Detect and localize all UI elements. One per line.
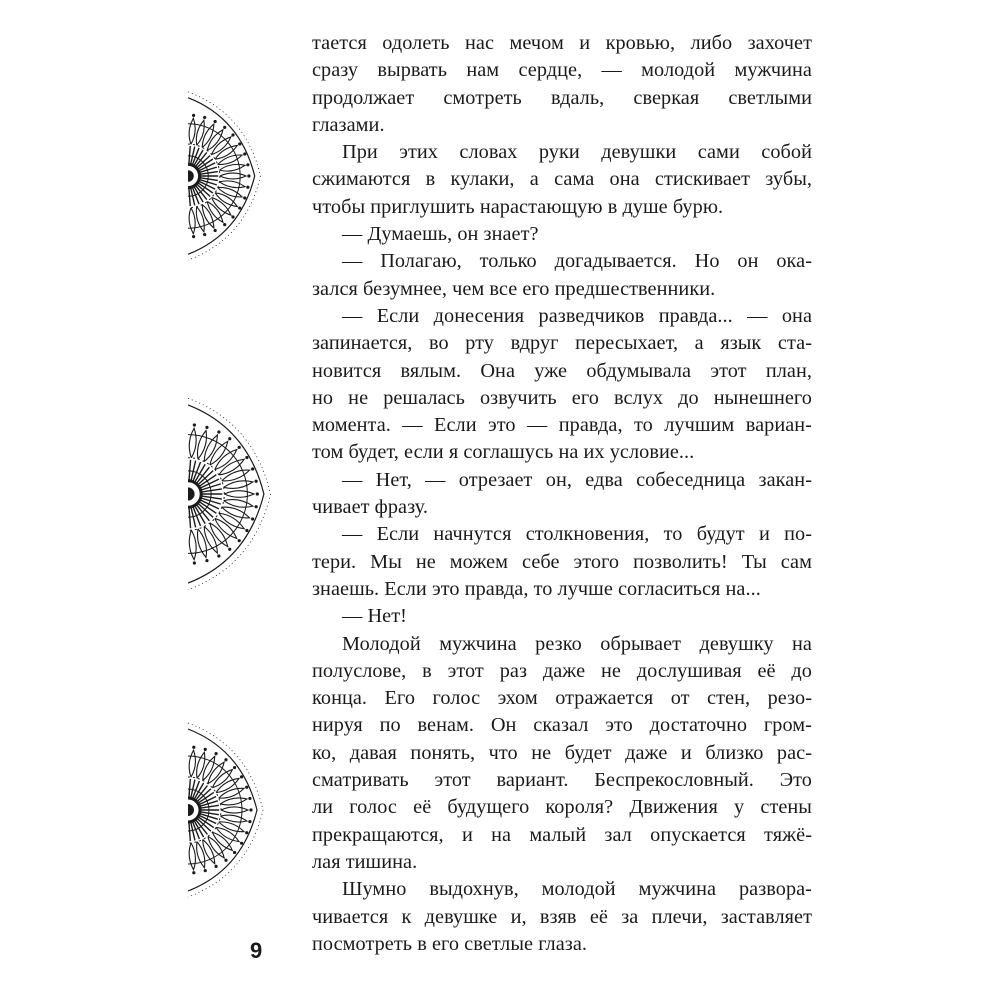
petal-stroke (215, 145, 237, 159)
ornament-dot (249, 808, 252, 811)
ornament-dot (245, 786, 248, 789)
ornament-dot (204, 869, 207, 872)
text-line: чивает фразу. (312, 496, 428, 519)
petal-stroke (215, 193, 237, 207)
petal-stroke (220, 173, 246, 179)
petal-stroke (189, 530, 196, 560)
page-text (312, 30, 812, 958)
ornament-dot (205, 559, 208, 562)
ornament-dot (240, 842, 243, 845)
text-line: — Полагаю, только догадывается. Но он ока- (342, 250, 812, 273)
ornament-dot (243, 196, 246, 199)
text-line: новится вялым. Она уже обдумывала этот план, (312, 359, 812, 382)
text-line: ли голос её будущего короля? Движения у стены (312, 796, 812, 819)
ornament-dot (245, 456, 248, 459)
ornament-dot (228, 548, 231, 551)
ornament-dot (255, 480, 258, 483)
ornament-dot (238, 539, 241, 542)
ray-stroke (189, 507, 191, 528)
petal-stroke (216, 827, 239, 841)
mandala-bottom-svg (186, 660, 286, 960)
ornament-dot (251, 467, 254, 470)
text-line: — Думаешь, он знает? (342, 223, 539, 246)
text-line: Молодой мужчина резко обрывает девушку на (342, 632, 812, 655)
ornament-dot (214, 120, 217, 123)
ornament-dot (243, 152, 246, 155)
text-line: тается одолеть нас мечом и кровью, либо захочет (312, 32, 812, 54)
ornament-dot (251, 517, 254, 520)
ornament-dot (224, 859, 227, 862)
mandala-middle-svg (186, 324, 286, 664)
ornament-dot (205, 426, 208, 429)
ornament-dot (224, 758, 227, 761)
text-line: момента. — Если это — правда, то лучшим вариан- (312, 414, 812, 437)
text-line: прекращаются, и на малый зал опускается тяжё- (312, 823, 812, 846)
text-line: том будет, если я соглашусь на их условие... (312, 441, 695, 464)
outline-stroke (188, 405, 264, 583)
text-line: нируя по венам. Он сказал это достаточно гром- (312, 714, 812, 737)
ornament-dot (204, 748, 207, 751)
ornament-dot (248, 820, 251, 823)
ornament-strip (186, 36, 286, 956)
ornament-dot (217, 554, 220, 557)
petal-stroke (220, 798, 247, 805)
petal-stroke (189, 750, 195, 777)
petal-stroke (189, 208, 195, 234)
petal-stroke (224, 491, 254, 498)
ornament-dot (246, 163, 249, 166)
mandala-icon (186, 324, 286, 664)
text-line: зался безумнее, чем все его предшественники. (312, 277, 716, 300)
text-line: глазами. (312, 113, 385, 136)
ornament-dot (248, 797, 251, 800)
ray-stroke (189, 779, 190, 798)
ornament-dot (240, 775, 243, 778)
mandala-top-svg (186, 36, 286, 296)
ornament-dot (245, 831, 248, 834)
text-line: посмотреть в его светлые глаза. (312, 932, 587, 955)
ornament-dot (203, 233, 206, 236)
text-line: чтобы приглушить нарастающую в душе бурю. (312, 195, 724, 218)
ornament-dot (255, 505, 258, 508)
text-line: тери. Мы не можем себе этого позволить! Ты сам (312, 550, 812, 573)
text-line: Шумно выдохнув, молодой мужчина развора- (342, 878, 812, 901)
petal-stroke (189, 118, 195, 144)
core-fill (188, 487, 195, 500)
text-line: знаешь. Если это правда, то лучше согласиться на... (312, 577, 761, 600)
text-line: сжимаются в кулаки, а сама она стискивает зубы, (312, 168, 812, 191)
page-number: 9 (250, 938, 263, 963)
petal-stroke (224, 500, 253, 508)
petal-stroke (189, 428, 196, 458)
petal-stroke (224, 481, 253, 489)
petal-stroke (189, 843, 195, 870)
text-line: но не решалась озвучить его вслух до нынешнего (312, 386, 812, 409)
core-fill (188, 804, 194, 816)
text-line: — Если донесения разведчиков правда... — она (342, 304, 812, 327)
ornament-dot (233, 851, 236, 854)
ray-stroke (189, 146, 190, 165)
ornament-dot (203, 116, 206, 119)
ornament-dot (238, 206, 241, 209)
ornament-dot (245, 529, 248, 532)
petal-stroke (219, 513, 244, 529)
ornament-dot (217, 430, 220, 433)
text-line: сразу вырвать нам сердце, — молодой мужчина (312, 59, 812, 82)
ornament-dot (231, 215, 234, 218)
text-line: — Если начнутся столкновения, то будут и по- (342, 523, 812, 546)
ornament-dot (214, 752, 217, 755)
mandala-icon (186, 660, 286, 960)
petal-stroke (219, 459, 244, 475)
ornament-dot (256, 492, 259, 495)
ornament-dot (233, 766, 236, 769)
text-line: запинается, во рту вдруг пересыхает, а язык ста- (312, 332, 812, 355)
ornament-dot (214, 229, 217, 232)
petal-stroke (219, 181, 245, 188)
ornament-dot (214, 865, 217, 868)
text-line: сматривать этот вариант. Беспрекословный. Это (312, 769, 812, 792)
ornament-dot (193, 423, 196, 426)
petal-stroke (221, 807, 248, 813)
text-line: полуслове, в этот раз даже не дослушивая её до (312, 659, 812, 682)
ornament-dot (231, 133, 234, 136)
ornament-dot (238, 142, 241, 145)
text-line: При этих словах руки девушки сами собой (342, 141, 812, 164)
ornament-dot (193, 561, 196, 564)
ray-stroke (189, 822, 190, 841)
ornament-dot (223, 223, 226, 226)
text-line: чивается к девушке и, взяв её за плечи, заставляет (312, 905, 812, 928)
ornament-dot (246, 186, 249, 189)
ray-stroke (189, 460, 191, 481)
petal-stroke (220, 815, 247, 822)
ornament-dot (192, 235, 195, 238)
petal-stroke (216, 778, 239, 792)
ray-stroke (189, 188, 190, 207)
text-line: ко, давая понять, что не будет даже и близко рас- (312, 741, 812, 764)
petal-stroke (219, 164, 245, 171)
text-line: — Нет, — отрезает он, едва собеседница закан- (342, 468, 812, 491)
ornament-dot (192, 746, 195, 749)
ornament-dot (228, 437, 231, 440)
text-line: конца. Его голос эхом отражается от стен, резо- (312, 687, 812, 710)
text-line: лая тишина. (312, 850, 418, 873)
ornament-dot (192, 871, 195, 874)
core-fill (188, 170, 194, 182)
ornament-dot (238, 446, 241, 449)
text-line: продолжает смотреть вдаль, сверкая светлыми (312, 86, 812, 109)
ornament-dot (192, 114, 195, 117)
ornament-dot (247, 174, 250, 177)
text-line: — Нет! (342, 605, 407, 628)
ornament-dot (223, 126, 226, 129)
mandala-icon (186, 36, 286, 296)
